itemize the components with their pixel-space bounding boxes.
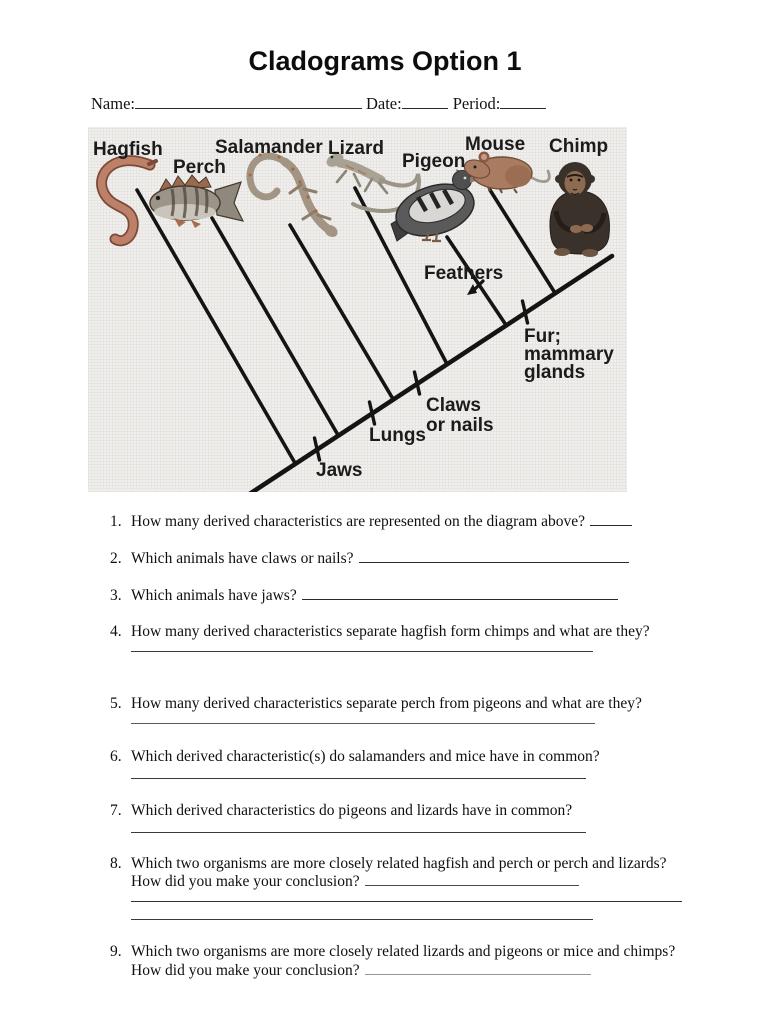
question-7-text: Which derived characteristics do pigeons and lizards have in common?	[131, 802, 573, 819]
question-9-text: Which two organisms are more closely related lizards and pigeons or mice and chimps?	[131, 943, 676, 960]
name-label: Name:	[91, 94, 135, 113]
question-5	[110, 694, 642, 713]
question-8-text2: How did you make your conclusion?	[131, 873, 360, 890]
question-3-text: Which animals have jaws?	[131, 587, 297, 604]
period-label: Period:	[452, 94, 501, 113]
question-3-answer-blank[interactable]	[302, 586, 618, 600]
mouse-illustration	[456, 152, 549, 194]
animal-label-chimp: Chimp	[549, 136, 609, 157]
animal-label-perch: Perch	[173, 157, 226, 178]
question-9-text2: How did you make your conclusion?	[131, 962, 360, 979]
salamander-illustration	[249, 154, 340, 240]
question-8	[110, 854, 667, 873]
question-6-text: Which derived characteristic(s) do salamanders and mice have in common?	[131, 748, 600, 765]
trait-label-claws-1: Claws	[426, 395, 481, 416]
trait-label-fur-1: Fur;	[524, 326, 561, 347]
animal-label-mouse: Mouse	[465, 134, 526, 155]
trait-label-feathers: Feathers	[424, 263, 504, 284]
hagfish-illustration	[102, 161, 156, 241]
question-7-number: 7.	[110, 802, 122, 819]
question-1-text: How many derived characteristics are represented on the diagram above?	[131, 513, 586, 530]
question-6-number: 6.	[110, 748, 122, 765]
animal-label-pigeon: Pigeon	[402, 151, 466, 172]
question-9-answer-blank[interactable]	[365, 961, 591, 975]
question-2-answer-blank[interactable]	[359, 549, 629, 563]
question-9-line2	[131, 961, 591, 980]
trait-label-jaws: Jaws	[316, 460, 363, 481]
question-1-number: 1.	[110, 513, 122, 530]
question-8-number: 8.	[110, 855, 122, 872]
question-2	[110, 549, 629, 568]
question-3-number: 3.	[110, 587, 122, 604]
trait-label-fur-3: glands	[524, 362, 586, 383]
cladogram-svg	[88, 127, 627, 492]
perch-illustration	[150, 175, 243, 228]
trait-label-claws-2: or nails	[426, 415, 494, 436]
question-4-text: How many derived characteristics separate hagfish form chimps and what are they?	[131, 623, 650, 640]
question-9	[110, 942, 675, 961]
question-2-number: 2.	[110, 550, 122, 567]
name-blank[interactable]	[135, 95, 362, 109]
question-5-number: 5.	[110, 695, 122, 712]
pigeon-illustration	[390, 171, 481, 245]
branch-salamander	[290, 225, 393, 399]
question-1	[110, 512, 632, 531]
question-6	[110, 747, 600, 766]
question-5-answer-line[interactable]	[131, 723, 595, 724]
animal-label-salamander: Salamander	[215, 137, 323, 158]
animal-label-hagfish: Hagfish	[93, 139, 163, 160]
question-7-answer-line[interactable]	[131, 832, 586, 833]
question-8-line2	[131, 872, 579, 891]
trait-label-lungs: Lungs	[369, 425, 426, 446]
question-3	[110, 586, 618, 605]
date-blank[interactable]	[402, 95, 448, 109]
question-1-answer-blank[interactable]	[590, 512, 632, 526]
question-6-answer-line[interactable]	[131, 778, 586, 779]
cladogram-diagram	[88, 127, 627, 492]
branch-perch	[212, 218, 338, 435]
name-date-period-row	[91, 94, 546, 114]
trait-label-fur-2: mammary	[524, 344, 614, 365]
date-label: Date:	[365, 94, 402, 113]
page-title: Cladograms Option 1	[248, 46, 522, 76]
period-blank[interactable]	[500, 95, 546, 109]
question-2-text: Which animals have claws or nails?	[131, 550, 354, 567]
question-9-number: 9.	[110, 943, 122, 960]
question-7	[110, 801, 572, 820]
question-8-answer-line-2[interactable]	[131, 919, 593, 920]
question-4-number: 4.	[110, 623, 122, 640]
branch-hagfish	[137, 190, 295, 463]
question-4	[110, 622, 650, 641]
question-4-answer-line[interactable]	[131, 651, 593, 652]
question-8-answer-line-1[interactable]	[131, 901, 682, 902]
animal-label-lizard: Lizard	[328, 138, 384, 159]
question-8-answer-blank[interactable]	[365, 872, 579, 886]
question-5-text: How many derived characteristics separate perch from pigeons and what are they?	[131, 695, 642, 712]
chimp-illustration	[550, 162, 609, 257]
question-8-text: Which two organisms are more closely related hagfish and perch or perch and lizards?	[131, 855, 667, 872]
